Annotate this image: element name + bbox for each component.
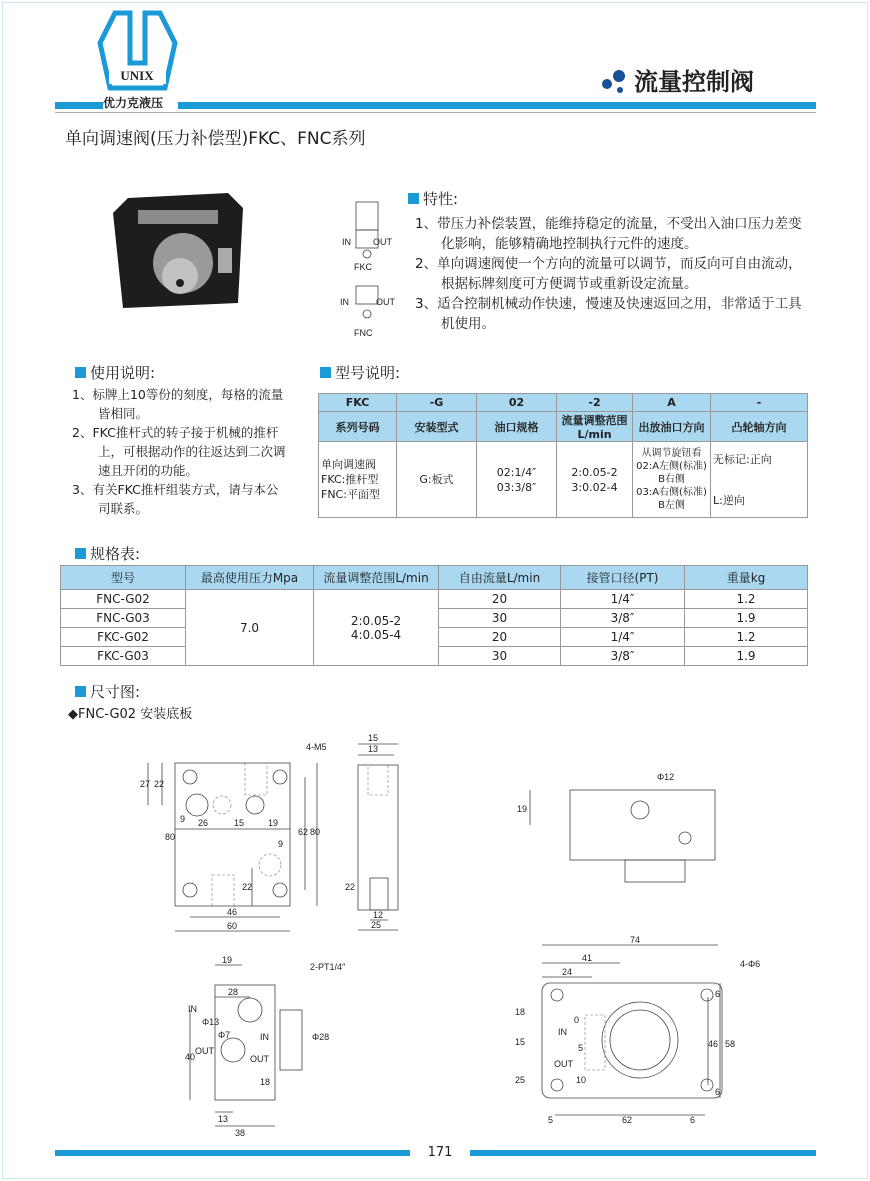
svg-text:19: 19 bbox=[268, 818, 279, 828]
svg-text:UNIX: UNIX bbox=[120, 68, 154, 83]
svg-text:19: 19 bbox=[222, 955, 233, 965]
dims-subheading: ◆FNC-G02 安装底板 bbox=[68, 707, 193, 722]
svg-text:12: 12 bbox=[373, 910, 384, 920]
svg-text:26: 26 bbox=[198, 818, 209, 828]
symbol-in-label: IN bbox=[342, 237, 351, 247]
svg-text:80: 80 bbox=[310, 827, 321, 837]
svg-text:Φ12: Φ12 bbox=[657, 772, 675, 782]
svg-text:18: 18 bbox=[515, 1007, 526, 1017]
svg-text:46: 46 bbox=[708, 1039, 719, 1049]
svg-text:22: 22 bbox=[154, 779, 165, 789]
svg-text:62: 62 bbox=[622, 1115, 633, 1125]
svg-text:4-Φ6: 4-Φ6 bbox=[740, 959, 761, 969]
svg-text:28: 28 bbox=[228, 987, 239, 997]
feature-item: 2、单向调速阀使一个方向的流量可以调节，而反向可自由流动，根据标牌刻度可方便调节或重新设定流量。 bbox=[415, 256, 802, 292]
svg-text:13: 13 bbox=[218, 1114, 229, 1124]
symbol-fnc-label: FNC bbox=[354, 328, 373, 338]
svg-text:74: 74 bbox=[630, 935, 641, 945]
footer-bar-left bbox=[55, 1150, 410, 1156]
dots-icon bbox=[600, 66, 628, 94]
svg-text:OUT: OUT bbox=[250, 1054, 269, 1064]
svg-text:9: 9 bbox=[278, 839, 284, 849]
hydraulic-symbols bbox=[338, 190, 398, 340]
category-title bbox=[600, 62, 754, 97]
header-bar bbox=[178, 102, 816, 109]
svg-text:60: 60 bbox=[227, 921, 238, 931]
footer-bar-right bbox=[470, 1150, 816, 1156]
company-name: 优力克液压 bbox=[103, 96, 164, 110]
svg-text:4-M5: 4-M5 bbox=[306, 742, 327, 752]
drawing-top-view bbox=[505, 760, 730, 895]
unix-logo bbox=[95, 8, 180, 96]
features-heading: 特性: bbox=[408, 188, 458, 209]
dims-heading: 尺寸图: bbox=[75, 681, 140, 702]
svg-text:OUT: OUT bbox=[195, 1046, 214, 1056]
symbol-in-label: IN bbox=[340, 297, 349, 307]
product-photo bbox=[108, 188, 248, 313]
svg-text:9: 9 bbox=[180, 814, 186, 824]
svg-text:6: 6 bbox=[690, 1115, 696, 1125]
svg-text:40: 40 bbox=[185, 1052, 196, 1062]
svg-text:6: 6 bbox=[715, 989, 721, 999]
svg-text:10: 10 bbox=[576, 1075, 587, 1085]
usage-item: 1、标牌上10等份的刻度，每格的流量皆相同。 bbox=[72, 387, 284, 421]
svg-text:62: 62 bbox=[298, 827, 309, 837]
svg-text:22: 22 bbox=[242, 882, 253, 892]
svg-text:27: 27 bbox=[140, 779, 151, 789]
svg-text:Φ7: Φ7 bbox=[218, 1030, 231, 1040]
svg-text:2-PT1/4″: 2-PT1/4″ bbox=[310, 962, 346, 972]
svg-text:15: 15 bbox=[368, 733, 379, 743]
svg-text:41: 41 bbox=[582, 953, 593, 963]
model-heading: 型号说明: bbox=[320, 362, 400, 383]
usage-item: 3、有关FKC推杆组装方式，请与本公司联系。 bbox=[72, 482, 279, 516]
drawing-base-side-view bbox=[170, 950, 360, 1140]
svg-text:58: 58 bbox=[725, 1039, 736, 1049]
svg-text:5: 5 bbox=[578, 1043, 584, 1053]
svg-text:IN: IN bbox=[260, 1032, 269, 1042]
svg-text:0: 0 bbox=[574, 1015, 580, 1025]
svg-text:6: 6 bbox=[715, 1087, 721, 1097]
svg-text:15: 15 bbox=[234, 818, 245, 828]
usage-item: 2、FKC推杆式的转子接于机械的推杆上，可根据动作的往返达到二次调速且开闭的功能。 bbox=[72, 425, 286, 478]
symbol-out-label: OUT bbox=[376, 297, 395, 307]
page-number: 171 bbox=[427, 1145, 453, 1160]
svg-text:24: 24 bbox=[562, 967, 573, 977]
drawing-base-top-view bbox=[510, 935, 780, 1135]
feature-item: 1、带压力补偿装置，能维持稳定的流量，不受出入油口压力差变化影响，能够精确地控制执行元件的速度。 bbox=[415, 216, 802, 252]
svg-text:IN: IN bbox=[188, 1004, 197, 1014]
symbol-out-label: OUT bbox=[373, 237, 392, 247]
svg-text:Φ13: Φ13 bbox=[202, 1017, 220, 1027]
svg-text:IN: IN bbox=[558, 1027, 567, 1037]
svg-text:18: 18 bbox=[260, 1077, 271, 1087]
svg-text:25: 25 bbox=[515, 1075, 526, 1085]
drawing-side-view bbox=[340, 730, 420, 935]
header-bar-left bbox=[55, 102, 103, 109]
model-code-table: FKC -G 02 -2 A - 系列号码 安装型式 油口规格 流量调整范围L/min 出放油口方向 凸轮轴方向 单向调速阀 FKC:推杆型 FNC:平面型 G:板式 02:1/4″ 03:3/8″ 2:0.05-2 3:0.02-4 从调节旋钮看 02:A左侧(标准) B右侧 03:A右侧(标准) B左侧 无标记:正向 L:逆向 bbox=[318, 393, 808, 518]
feature-item: 3、适合控制机械动作快速，慢速及快速返回之用，非常适于工具机使用。 bbox=[415, 296, 802, 332]
svg-text:46: 46 bbox=[227, 907, 238, 917]
symbol-fkc-label: FKC bbox=[354, 262, 372, 272]
features-list bbox=[415, 214, 815, 334]
spec-heading: 规格表: bbox=[75, 543, 140, 564]
svg-text:Φ28: Φ28 bbox=[312, 1032, 330, 1042]
svg-text:15: 15 bbox=[515, 1037, 526, 1047]
divider bbox=[55, 112, 816, 113]
usage-heading: 使用说明: bbox=[75, 362, 155, 383]
svg-text:19: 19 bbox=[517, 804, 528, 814]
svg-text:OUT: OUT bbox=[554, 1059, 573, 1069]
category-label: 流量控制阀 bbox=[634, 68, 754, 96]
svg-text:80: 80 bbox=[165, 832, 176, 842]
svg-text:38: 38 bbox=[235, 1128, 246, 1138]
page-title: 单向调速阀(压力补偿型)FKC、FNC系列 bbox=[65, 129, 366, 149]
svg-text:25: 25 bbox=[371, 920, 382, 930]
usage-list bbox=[72, 385, 287, 518]
svg-text:5: 5 bbox=[548, 1115, 554, 1125]
svg-text:13: 13 bbox=[368, 744, 379, 754]
svg-text:22: 22 bbox=[345, 882, 356, 892]
spec-table: 型号 最高使用压力Mpa 流量调整范围L/min 自由流量L/min 接管口径(PT) 重量kg FNC-G02 7.0 2:0.05-2 4:0.05-4 20 1/4″ 1.2 FNC-G03 30 3/8″ 1.9 FKC-G02 20 1/4″ 1.2 FKC-G03 30 3/8″ 1.9 bbox=[60, 565, 808, 666]
